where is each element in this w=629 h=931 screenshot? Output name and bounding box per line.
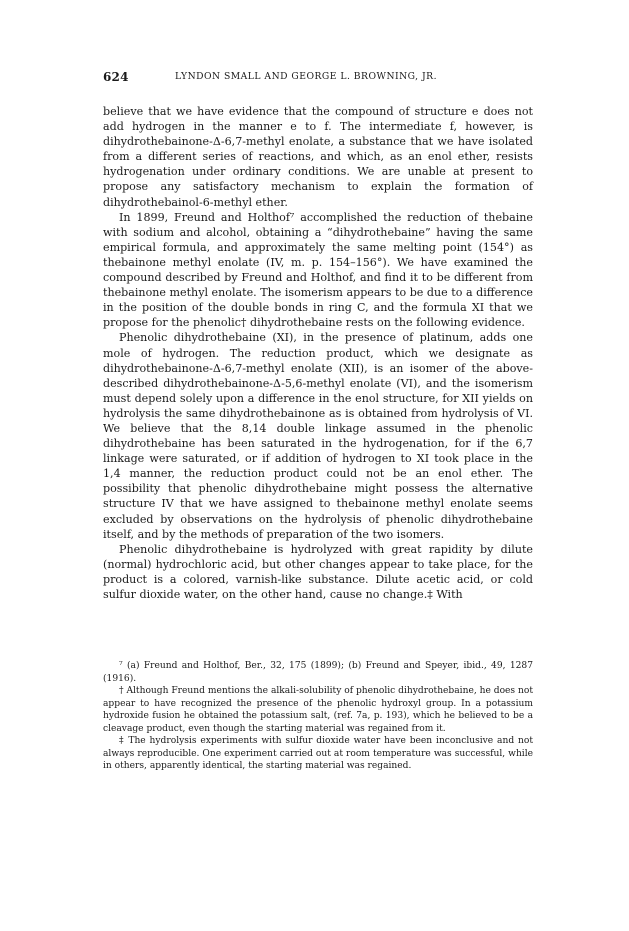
running-title: LYNDON SMALL AND GEORGE L. BROWNING, JR. xyxy=(175,71,438,82)
footnote: † Although Freund mentions the alkali-solubility of phenolic dihydrothebaine, he does not appear to have recognized the presence of the phenolic hydroxyl group. In a potassium hydroxide fusion he obtained the potassium salt, (ref. 7a, p. 193), which he believed to be a cleavage product, even though the starting material was regained from it. xyxy=(103,686,533,734)
footnote: ‡ The hydrolysis experiments with sulfur dioxide water have been inconclusive and not always reproducible. One experiment carried out at room temperature was successful, while in others, apparently identical, the starting material was regained. xyxy=(103,736,533,771)
paragraph: Phenolic dihydrothebaine is hydrolyzed with great rapidity by dilute (normal) hydrochloric acid, but other changes appear to take place, for the product is a colored, varnish-like substance. Dilute acetic acid, or cold sulfur dioxide water, on the other hand, cause no change.‡ With xyxy=(103,542,533,601)
running-head xyxy=(103,70,533,86)
footnotes xyxy=(103,660,533,773)
paragraph: believe that we have evidence that the compound of structure e does not add hydrogen in the manner e to f. The intermediate f, however, is dihydrothebainone-Δ-6,7-methyl enolate, a substance that we have isolated from a different series of reactions, and which, as an enol ether, resists hydrogenation under ordinary conditions. We are unable at present to propose any satisfactory mechanism to explain the formation of dihydrothebainol-6-methyl ether. xyxy=(103,105,533,209)
footnote: ⁷ (a) Freund and Holthof, Ber., 32, 175 (1899); (b) Freund and Speyer, ibid., 49, 1287 (1916). xyxy=(103,661,533,684)
body-text xyxy=(103,104,533,602)
paragraph: Phenolic dihydrothebaine (XI), in the presence of platinum, adds one mole of hydrogen. The reduction product, which we designate as dihydrothebainone-Δ-6,7-methyl enolate (XII), is an isomer of the above-described dihydrothebainone-Δ-5,6-methyl enolate (VI), and the isomerism must depend solely upon a difference in the enol structure, for XII yields on hydrolysis the same dihydrothebainone as is obtained from hydrolysis of VI. We believe that the 8,14 double linkage assumed in the phenolic dihydrothebaine has been saturated in the hydrogenation, for if the 6,7 linkage were saturated, or if addition of hydrogen to XI took place in the 1,4 manner, the reduction product could not be an enol ether. The possibility that phenolic dihydrothebaine might possess the alternative structure IV that we have assigned to thebainone methyl enolate seems excluded by observations on the hydrolysis of phenolic dihydrothebaine itself, and by the methods of preparation of the two isomers. xyxy=(103,331,533,541)
page-number: 624 xyxy=(103,70,129,84)
paragraph: In 1899, Freund and Holthof⁷ accomplished the reduction of thebaine with sodium and alcohol, obtaining a “dihydrothebaine” having the same empirical formula, and approximately the same melting point (154°) as thebainone methyl enolate (IV, m. p. 154–156°). We have examined the compound described by Freund and Holthof, and find it to be different from thebainone methyl enolate. The isomerism appears to be due to a difference in the position of the double bonds in ring C, and the formula XI that we propose for the phenolic† dihydrothebaine rests on the following evidence. xyxy=(103,210,533,330)
